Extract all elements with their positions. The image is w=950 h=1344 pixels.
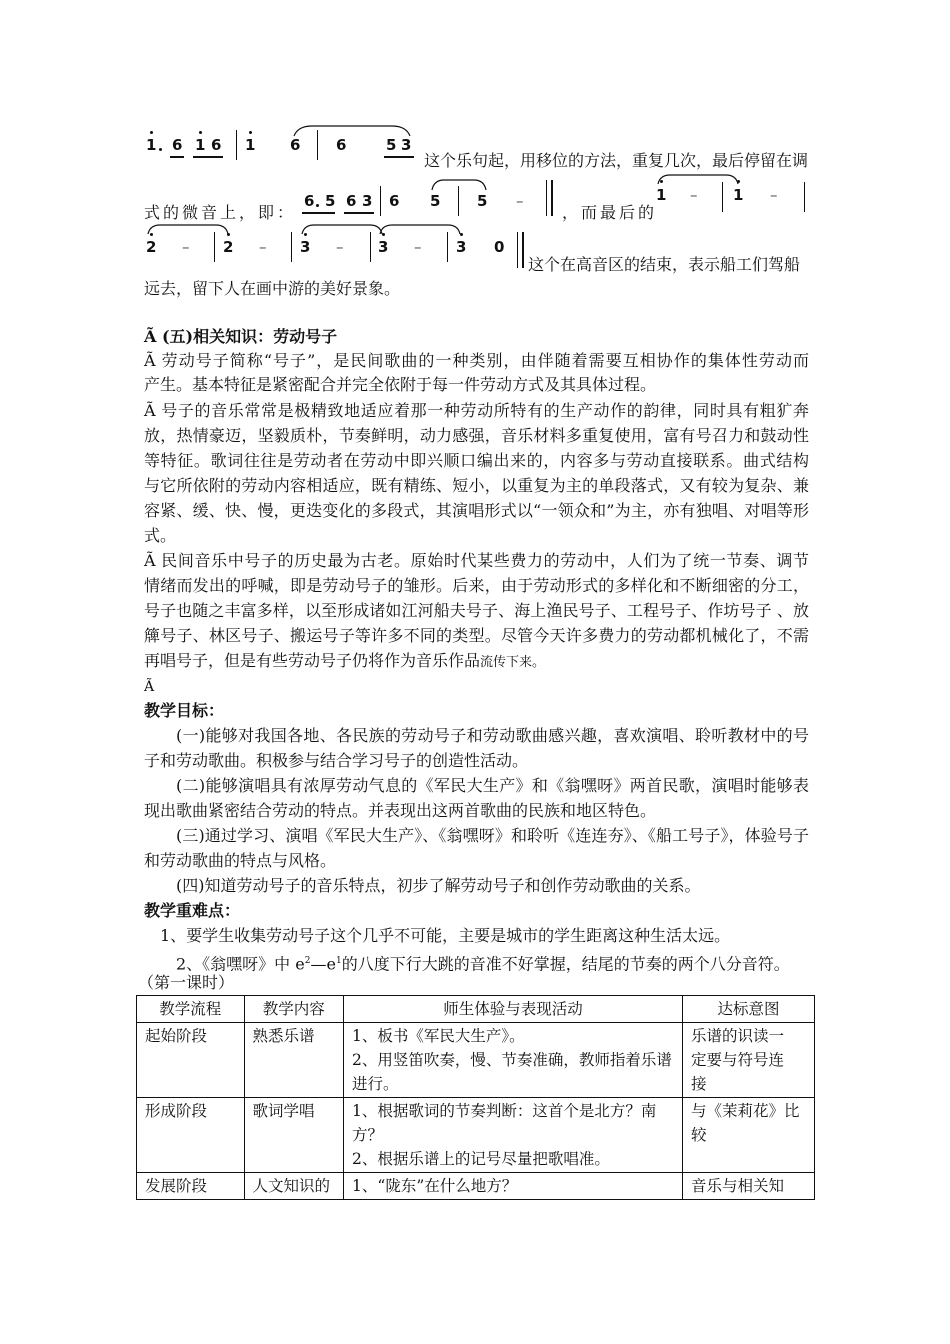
- intent-line: 接: [691, 1075, 707, 1093]
- note: 6: [290, 136, 301, 154]
- activity-line: 1、板书《军民大生产》。: [352, 1027, 525, 1045]
- intent-line: 音乐与相关知: [691, 1177, 785, 1195]
- note: 6: [172, 136, 183, 154]
- paragraph-line: 与它所依附的劳动内容相适应，既有精练、短小，以重复为主的单段落式，又有较为复杂、兼: [144, 476, 809, 495]
- stage-cell: 发展阶段: [137, 1173, 245, 1200]
- paragraph-line: 等特征。歌词往往是劳动者在劳动中即兴顺口编出来的，内容多与劳动直接联系。曲式结构: [144, 451, 809, 470]
- tie-arc: [430, 176, 490, 192]
- paragraph-line: [144, 650, 809, 674]
- intro-line-3: 这个在高音区的结束，表示船工们驾船: [528, 255, 801, 274]
- octave-dot: [150, 131, 153, 134]
- dash: –: [690, 186, 698, 204]
- table-header: 教学内容: [244, 996, 344, 1023]
- note: 6: [211, 136, 222, 154]
- paragraph-line: 容紧、缓、快、慢，更迭变化的多段式，其演唱形式以“一领众和”为主，亦有独唱、对唱等形: [144, 501, 809, 520]
- octave-dot: [249, 131, 252, 134]
- intent-line: 乐谱的识读一: [691, 1027, 785, 1045]
- intro-line-4: 远去，留下人在画中游的美好景象。: [144, 279, 401, 298]
- underline: [170, 156, 184, 158]
- intro-line-2-start: 式的微音上，即：: [144, 203, 297, 222]
- paragraph-line: Ã 号子的音乐常常是极精致地适应着那一种劳动所特有的生产动作的韵律，同时具有粗犷奔: [144, 401, 809, 420]
- note: 1: [195, 136, 206, 154]
- note: 5: [477, 192, 488, 210]
- section-heading: Ã (五)相关知识：劳动号子: [144, 327, 338, 346]
- note: 2: [146, 238, 157, 256]
- note: 6: [336, 136, 347, 154]
- tie-arc: [656, 172, 742, 186]
- table-header: 师生体验与表现活动: [344, 996, 683, 1023]
- table-header: 达标意图: [683, 996, 815, 1023]
- note: 1: [245, 136, 256, 154]
- activities-cell: [344, 1023, 683, 1098]
- underline: [344, 212, 374, 214]
- note: 5: [325, 192, 336, 210]
- note: 6: [346, 192, 357, 210]
- difficulty-text: 的八度下行大跳的音准不好掌握，结尾的节奏的两个八分音符。: [341, 954, 790, 974]
- paragraph-line: 式。: [144, 526, 177, 545]
- activities-cell: [344, 1173, 683, 1200]
- difficulty-text: —e: [310, 954, 336, 974]
- difficulty-text: 2、《翁嘿呀》中 e: [176, 954, 305, 974]
- superscript: 1: [335, 956, 342, 966]
- paragraph-line: 产生。基本特征是紧密配合并完全依附于每一件劳动方式及其具体过程。: [144, 375, 657, 394]
- activity-line: 2、用竖笛吹奏，慢、节奏准确，教师指着乐谱: [352, 1051, 672, 1069]
- underline: [302, 212, 335, 214]
- table-row: [137, 1098, 815, 1173]
- dash: –: [336, 238, 344, 256]
- intent-cell: [683, 1173, 815, 1200]
- note: 3: [401, 136, 412, 154]
- dash: –: [414, 238, 422, 256]
- barline: [804, 182, 805, 212]
- intro-line-2-end: ，而最后的: [562, 203, 658, 222]
- goal-item-cont: 子和劳动歌曲。积极参与结合学习号子的创造性活动。: [144, 751, 529, 770]
- barline: [447, 232, 448, 262]
- stage-cell: 起始阶段: [137, 1023, 245, 1098]
- intent-line: 定要与符号连: [691, 1051, 785, 1069]
- activity-line: 方？: [352, 1126, 384, 1144]
- barline: [291, 232, 292, 262]
- intent-line: 与《茉莉花》比: [691, 1102, 800, 1120]
- goals-heading: 教学目标：: [144, 701, 225, 720]
- content-cell: 熟悉乐谱: [244, 1023, 344, 1098]
- dash: –: [259, 238, 267, 256]
- activity-line: 2、根据乐谱上的记号尽量把歌唱准。: [352, 1150, 610, 1168]
- dash: –: [516, 192, 524, 210]
- note: 3: [456, 238, 467, 256]
- paragraph-text: 再唱号子，但是有些劳动号子仍将作为音乐作品: [144, 651, 481, 670]
- note: 5: [430, 192, 441, 210]
- underline: [193, 156, 223, 158]
- dash: –: [182, 238, 190, 256]
- paragraph-line: 簰号子、林区号子、搬运号子等许多不同的类型。尽管今天许多费力的劳动都机械化了，不需: [144, 626, 809, 645]
- intent-line: 较: [691, 1126, 707, 1144]
- goal-item: (二)能够演唱具有浓厚劳动气息的《军民大生产》和《翁嘿呀》两首民歌，演唱时能够表: [176, 776, 809, 795]
- note: 1: [733, 186, 744, 204]
- content-cell: 人文知识的: [244, 1173, 344, 1200]
- goal-item: (四)知道劳动号子的音乐特点，初步了解劳动号子和创作劳动歌曲的关系。: [176, 876, 701, 895]
- barline: [214, 232, 215, 262]
- tie-arcs: [146, 222, 476, 236]
- note: 6: [389, 192, 400, 210]
- difficulties-heading: 教学重难点：: [144, 901, 241, 920]
- intro-line-1: 这个乐句起，用移位的方法，重复几次，最后停留在调: [424, 151, 809, 170]
- goal-item-cont: 和劳动歌曲的特点与风格。: [144, 851, 337, 870]
- table-row: [137, 1023, 815, 1098]
- paragraph-line: 放，热情豪迈，坚毅质朴，节奏鲜明，动力感强，音乐材料多重复使用，富有号召力和鼓动性: [144, 426, 809, 445]
- barline: [517, 232, 518, 268]
- table-row: [137, 1173, 815, 1200]
- paragraph-line: Ã 劳动号子简称“号子”，是民间歌曲的一种类别，由伴随着需要互相协作的集体性劳动而: [144, 351, 809, 370]
- barline: [722, 182, 723, 212]
- note: 1: [146, 136, 157, 154]
- intent-cell: [683, 1023, 815, 1098]
- note: 2: [223, 238, 234, 256]
- table-header: 教学流程: [137, 996, 245, 1023]
- note: 6: [304, 192, 315, 210]
- barline: [546, 180, 547, 216]
- activities-cell: [344, 1098, 683, 1173]
- rhythm-dot: [159, 148, 162, 151]
- activity-line: 1、根据歌词的节奏判断：这首个是北方？南: [352, 1102, 657, 1120]
- paragraph-text-small: 流传下来。: [480, 655, 546, 670]
- rhythm-dot: [316, 204, 319, 207]
- tie-arc: [292, 122, 422, 142]
- goal-item: (三)通过学习、演唱《军民大生产》、《翁嘿呀》和聆听《连连夯》、《船工号子》，体验号子: [176, 826, 809, 845]
- note: 3: [300, 238, 311, 256]
- intent-cell: [683, 1098, 815, 1173]
- goal-item: (一)能够对我国各地、各民族的劳动号子和劳动歌曲感兴趣，喜欢演唱、聆听教材中的号: [176, 726, 809, 745]
- activity-line: 1、“陇东”在什么地方？: [352, 1177, 518, 1195]
- content-cell: 歌词学唱: [244, 1098, 344, 1173]
- note: 3: [378, 238, 389, 256]
- activity-line: 进行。: [352, 1075, 399, 1093]
- underline: [384, 156, 414, 158]
- lesson-label: （第一课时）: [138, 973, 235, 992]
- stage-cell: 形成阶段: [137, 1098, 245, 1173]
- difficulty-item: 1、要学生收集劳动号子这个几乎不可能，主要是城市的学生距离这种生活太远。: [160, 926, 731, 945]
- superscript: 2: [304, 956, 311, 966]
- barline: [370, 232, 371, 262]
- paragraph-line: 号子也随之丰富多样，以至形成诸如江河船夫号子、海上渔民号子、工程号子、作坊号子 、放: [144, 601, 809, 620]
- table-header-row: [137, 996, 815, 1023]
- barline: [236, 130, 237, 160]
- stray-mark: Ã: [144, 679, 155, 695]
- paragraph-line: 情绪而发出的呼喊，即是劳动号子的雏形。后来，由于劳动形式的多样化和不断细密的分工，: [144, 576, 809, 595]
- octave-dot: [199, 131, 202, 134]
- end-barline: [551, 180, 553, 216]
- note: 5: [386, 136, 397, 154]
- paragraph-line: Ã 民间音乐中号子的历史最为古老。原始时代某些费力的劳动中，人们为了统一节奏、调节: [144, 551, 809, 570]
- dash: –: [770, 186, 778, 204]
- barline: [380, 186, 381, 216]
- teaching-flow-table: [136, 995, 815, 1200]
- end-barline: [522, 232, 524, 268]
- goal-item-cont: 现出歌曲紧密结合劳动的特点。并表现出这两首歌曲的民族和地区特色。: [144, 801, 657, 820]
- note: 0: [494, 238, 505, 256]
- note: 1: [656, 186, 667, 204]
- note: 3: [362, 192, 373, 210]
